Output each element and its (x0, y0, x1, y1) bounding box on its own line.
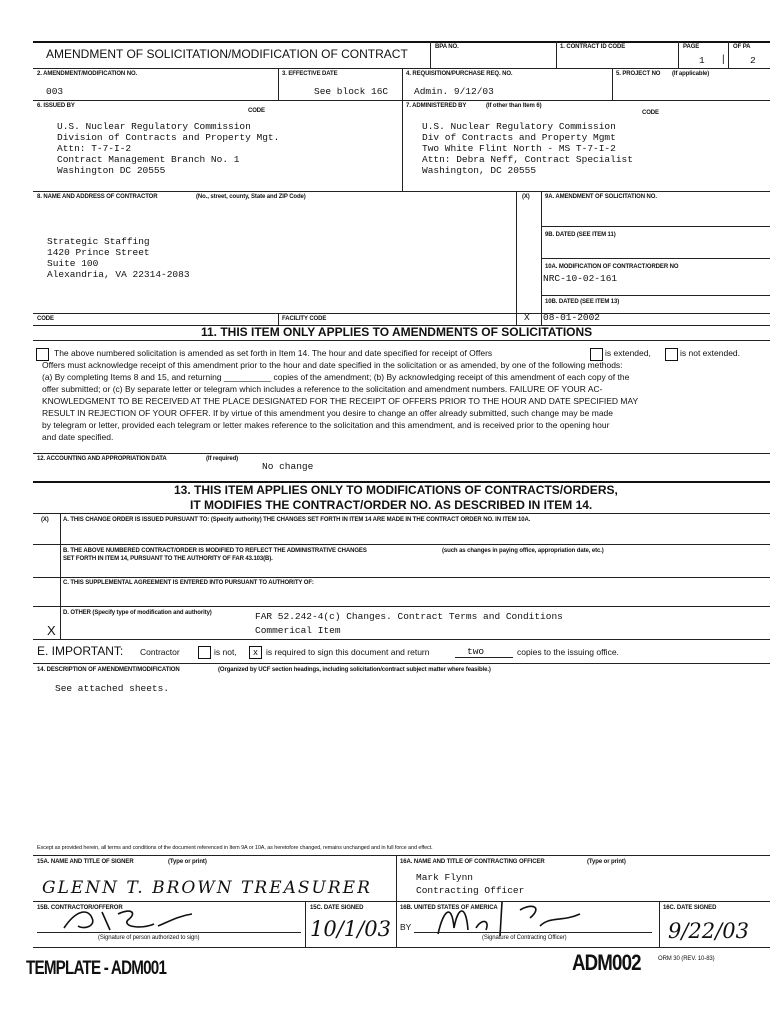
section-11-para-5: RESULT IN REJECTION OF YOUR OFFER. If by virtue of this amendment you desire to change an offer already submitted, such change may be made (42, 408, 614, 418)
issued-by-label: 6. ISSUED BY (37, 103, 75, 109)
section-11-para-6: by telegram or letter, provided each telegram or letter makes reference to the solicitation and this amendment, and is received prior to the opening hour (42, 420, 610, 430)
section-13-x-label: (X) (41, 517, 49, 523)
admin-line-2: Div of Contracts and Property Mgmt (422, 132, 616, 143)
dated-10b-mark: X (524, 312, 530, 323)
accounting-note: (If required) (206, 456, 239, 462)
officer-date-handwritten: 9/22/03 (668, 919, 749, 943)
important-required: is required to sign this document and return (266, 647, 430, 657)
issued-line-3: Attn: T-7-I-2 (57, 143, 132, 154)
page-label: PAGE (683, 44, 700, 50)
item-13b-1: B. THE ABOVE NUMBERED CONTRACT/ORDER IS MODIFIED TO REFLECT THE ADMINISTRATIVE CHANGES (63, 548, 367, 554)
template-id: TEMPLATE - ADM001 (26, 958, 167, 979)
admin-line-5: Washington, DC 20555 (422, 165, 537, 176)
admin-line-3: Two White Flint North - MS T-7-I-2 (422, 143, 616, 154)
contractor-line-4: Alexandria, VA 22314-2083 (47, 269, 190, 280)
signer-name-handwritten: GLENN T. BROWN TREASURER (42, 878, 372, 898)
contractor-line-3: Suite 100 (47, 258, 99, 269)
item-13d-mark: X (47, 623, 56, 638)
item-13d: D. OTHER (Specify type of modification and authority) (63, 610, 212, 616)
page-divider: | (722, 54, 725, 65)
important-is-not: is not, (214, 647, 237, 657)
officer-signature (430, 898, 590, 940)
section-11-para-3: offer submitted; or (c) By separate letter or telegram which includes a reference to the solicitation and amendment numbers. FAILURE OF YOUR AC- (42, 384, 603, 394)
page-number: 1 (699, 55, 705, 66)
contractor-signature-note: (Signature of person authorized to sign) (98, 935, 200, 941)
officer-date-label: 16C. DATE SIGNED (663, 905, 717, 911)
officer-title: Contracting Officer (416, 885, 525, 896)
officer-name: Mark Flynn (416, 872, 474, 883)
item-13d-value-1: FAR 52.242-4(c) Changes. Contract Terms and Conditions (255, 611, 563, 622)
issued-line-1: U.S. Nuclear Regulatory Commission (57, 121, 251, 132)
item-13c: C. THIS SUPPLEMENTAL AGREEMENT IS ENTERED INTO PURSUANT TO AUTHORITY OF: (63, 580, 314, 586)
contractor-code-label: CODE (37, 316, 54, 322)
effective-date-label: 3. EFFECTIVE DATE (282, 71, 338, 77)
admin-code-label: CODE (642, 110, 659, 116)
section-13-title-1: 13. THIS ITEM APPLIES ONLY TO MODIFICATIONS OF CONTRACTS/ORDERS, (174, 483, 618, 497)
important-label: E. IMPORTANT: (37, 644, 124, 658)
administered-by-note: (If other than Item 6) (486, 103, 542, 109)
issued-line-4: Contract Management Branch No. 1 (57, 154, 240, 165)
accounting-label: 12. ACCOUNTING AND APPROPRIATION DATA (37, 456, 167, 462)
project-no-label: 5. PROJECT NO (616, 71, 661, 77)
of-pages-label: OF PA (733, 44, 751, 50)
form-number: ORM 30 (REV. 10-83) (658, 956, 715, 962)
section-13-title-2: IT MODIFIES THE CONTRACT/ORDER NO. AS DESCRIBED IN ITEM 14. (190, 498, 593, 512)
item-13d-value-2: Commerical Item (255, 625, 341, 636)
form-title: AMENDMENT OF SOLICITATION/MODIFICATION OF CONTRACT (46, 47, 408, 61)
issued-line-2: Division of Contracts and Property Mgt. (57, 132, 280, 143)
is-not-checkbox[interactable] (198, 646, 211, 659)
not-extended-label: is not extended. (680, 348, 741, 358)
important-copies: two (467, 646, 485, 657)
document-stamp: ADM002 (572, 950, 641, 975)
officer-signature-note: (Signature of Contracting Officer) (482, 935, 567, 941)
not-extended-checkbox[interactable] (665, 348, 678, 361)
section-11-line1: The above numbered solicitation is amended as set forth in Item 14. The hour and date specified for receipt of Offers (54, 348, 493, 358)
description-note: (Organized by UCF section headings, including solicitation/contract subject matter where feasible.) (218, 667, 491, 673)
admin-line-4: Attn: Debra Neff, Contract Specialist (422, 154, 633, 165)
signer-date-handwritten: 10/1/03 (310, 917, 391, 941)
contractor-line-1: Strategic Staffing (47, 236, 150, 247)
unchanged-terms-note: Except as provided herein, all terms and conditions of the document referenced in Item 9A or 10A, as heretofore changed, remains unchanged and in full force and effect. (37, 845, 433, 851)
requisition-value: Admin. 9/12/03 (414, 86, 494, 97)
amendment-no-value: 003 (46, 86, 64, 97)
page-total: 2 (750, 55, 756, 66)
item-13b-2: SET FORTH IN ITEM 14, PURSUANT TO THE AUTHORITY OF FAR 43.103(B). (63, 556, 273, 562)
contractor-offeror-label: 15B. CONTRACTOR/OFFEROR (37, 905, 123, 911)
is-required-checkbox[interactable]: x (249, 646, 262, 659)
contractor-line-2: 1420 Prince Street (47, 247, 150, 258)
dated-10b-value: 08-01-2002 (543, 312, 601, 323)
amendment-no-label: 2. AMENDMENT/MODIFICATION NO. (37, 71, 138, 77)
accounting-value: No change (262, 461, 314, 472)
contract-id-label: 1. CONTRACT ID CODE (560, 44, 626, 50)
modification-no-label: 10A. MODIFICATION OF CONTRACT/ORDER NO (545, 264, 679, 270)
important-contractor: Contractor (140, 647, 180, 657)
section-11-para-2: (a) By completing Items 8 and 15, and returning __________ copies of the amendment; (b) By acknowledging receipt of this amendment of each copy of the (42, 372, 630, 382)
description-value: See attached sheets. (55, 683, 170, 694)
admin-line-1: U.S. Nuclear Regulatory Commission (422, 121, 616, 132)
amendment-solicitation-label: 9A. AMENDMENT OF SOLICITATION NO. (545, 194, 657, 200)
important-tail: copies to the issuing office. (517, 647, 619, 657)
signer-date-label: 15C. DATE SIGNED (310, 905, 364, 911)
section-11-para-4: KNOWLEDGMENT TO BE RECEIVED AT THE PLACE DESIGNATED FOR THE RECEIPT OF OFFERS PRIOR TO THE HOUR AND DATE SPECIFIED MAY (42, 396, 639, 406)
officer-name-note: (Type or print) (587, 859, 626, 865)
officer-by-label: BY (400, 922, 412, 932)
section-11-para-1: Offers must acknowledge receipt of this amendment prior to the hour and date specified in the solicitation or as amended, by one of the following methods: (42, 360, 623, 370)
signer-name-note: (Type or print) (168, 859, 207, 865)
dated-9b-label: 9B. DATED (SEE ITEM 11) (545, 232, 616, 238)
issued-code-label: CODE (248, 108, 265, 114)
contractor-label: 8. NAME AND ADDRESS OF CONTRACTOR (37, 194, 158, 200)
bpa-label: BPA NO. (435, 44, 459, 50)
administered-by-label: 7. ADMINISTERED BY (406, 103, 467, 109)
item-13a: A. THIS CHANGE ORDER IS ISSUED PURSUANT TO: (Specify authority) THE CHANGES SET FORTH IN ITEM 14 ARE MADE IN THE CONTRACT ORDER NO. IN ITEM 10A. (63, 517, 531, 523)
section-11-para-7: and date specified. (42, 432, 114, 442)
contractor-signature (58, 904, 198, 934)
item-13b-note: (such as changes in paying office, appropriation date, etc.) (442, 548, 604, 554)
united-states-label: 16B. UNITED STATES OF AMERICA (400, 905, 498, 911)
requisition-label: 4. REQUISITION/PURCHASE REQ. NO. (406, 71, 513, 77)
is-extended-label: is extended, (605, 348, 651, 358)
dated-10b-label: 10B. DATED (SEE ITEM 13) (545, 299, 620, 305)
section-11-title: 11. THIS ITEM ONLY APPLIES TO AMENDMENTS OF SOLICITATIONS (201, 325, 593, 339)
x-column-label: (X) (522, 194, 530, 200)
contractor-note: (No., street, county, State and ZIP Code) (196, 194, 306, 200)
facility-code-label: FACILITY CODE (282, 316, 327, 322)
project-no-note: (If applicable) (672, 71, 710, 77)
effective-date-value: See block 16C (314, 86, 389, 97)
description-label: 14. DESCRIPTION OF AMENDMENT/MODIFICATION (37, 667, 180, 673)
modification-no-value: NRC-10-02-161 (543, 273, 618, 284)
signer-name-label: 15A. NAME AND TITLE OF SIGNER (37, 859, 134, 865)
officer-name-label: 16A. NAME AND TITLE OF CONTRACTING OFFICER (400, 859, 545, 865)
issued-line-5: Washington DC 20555 (57, 165, 166, 176)
